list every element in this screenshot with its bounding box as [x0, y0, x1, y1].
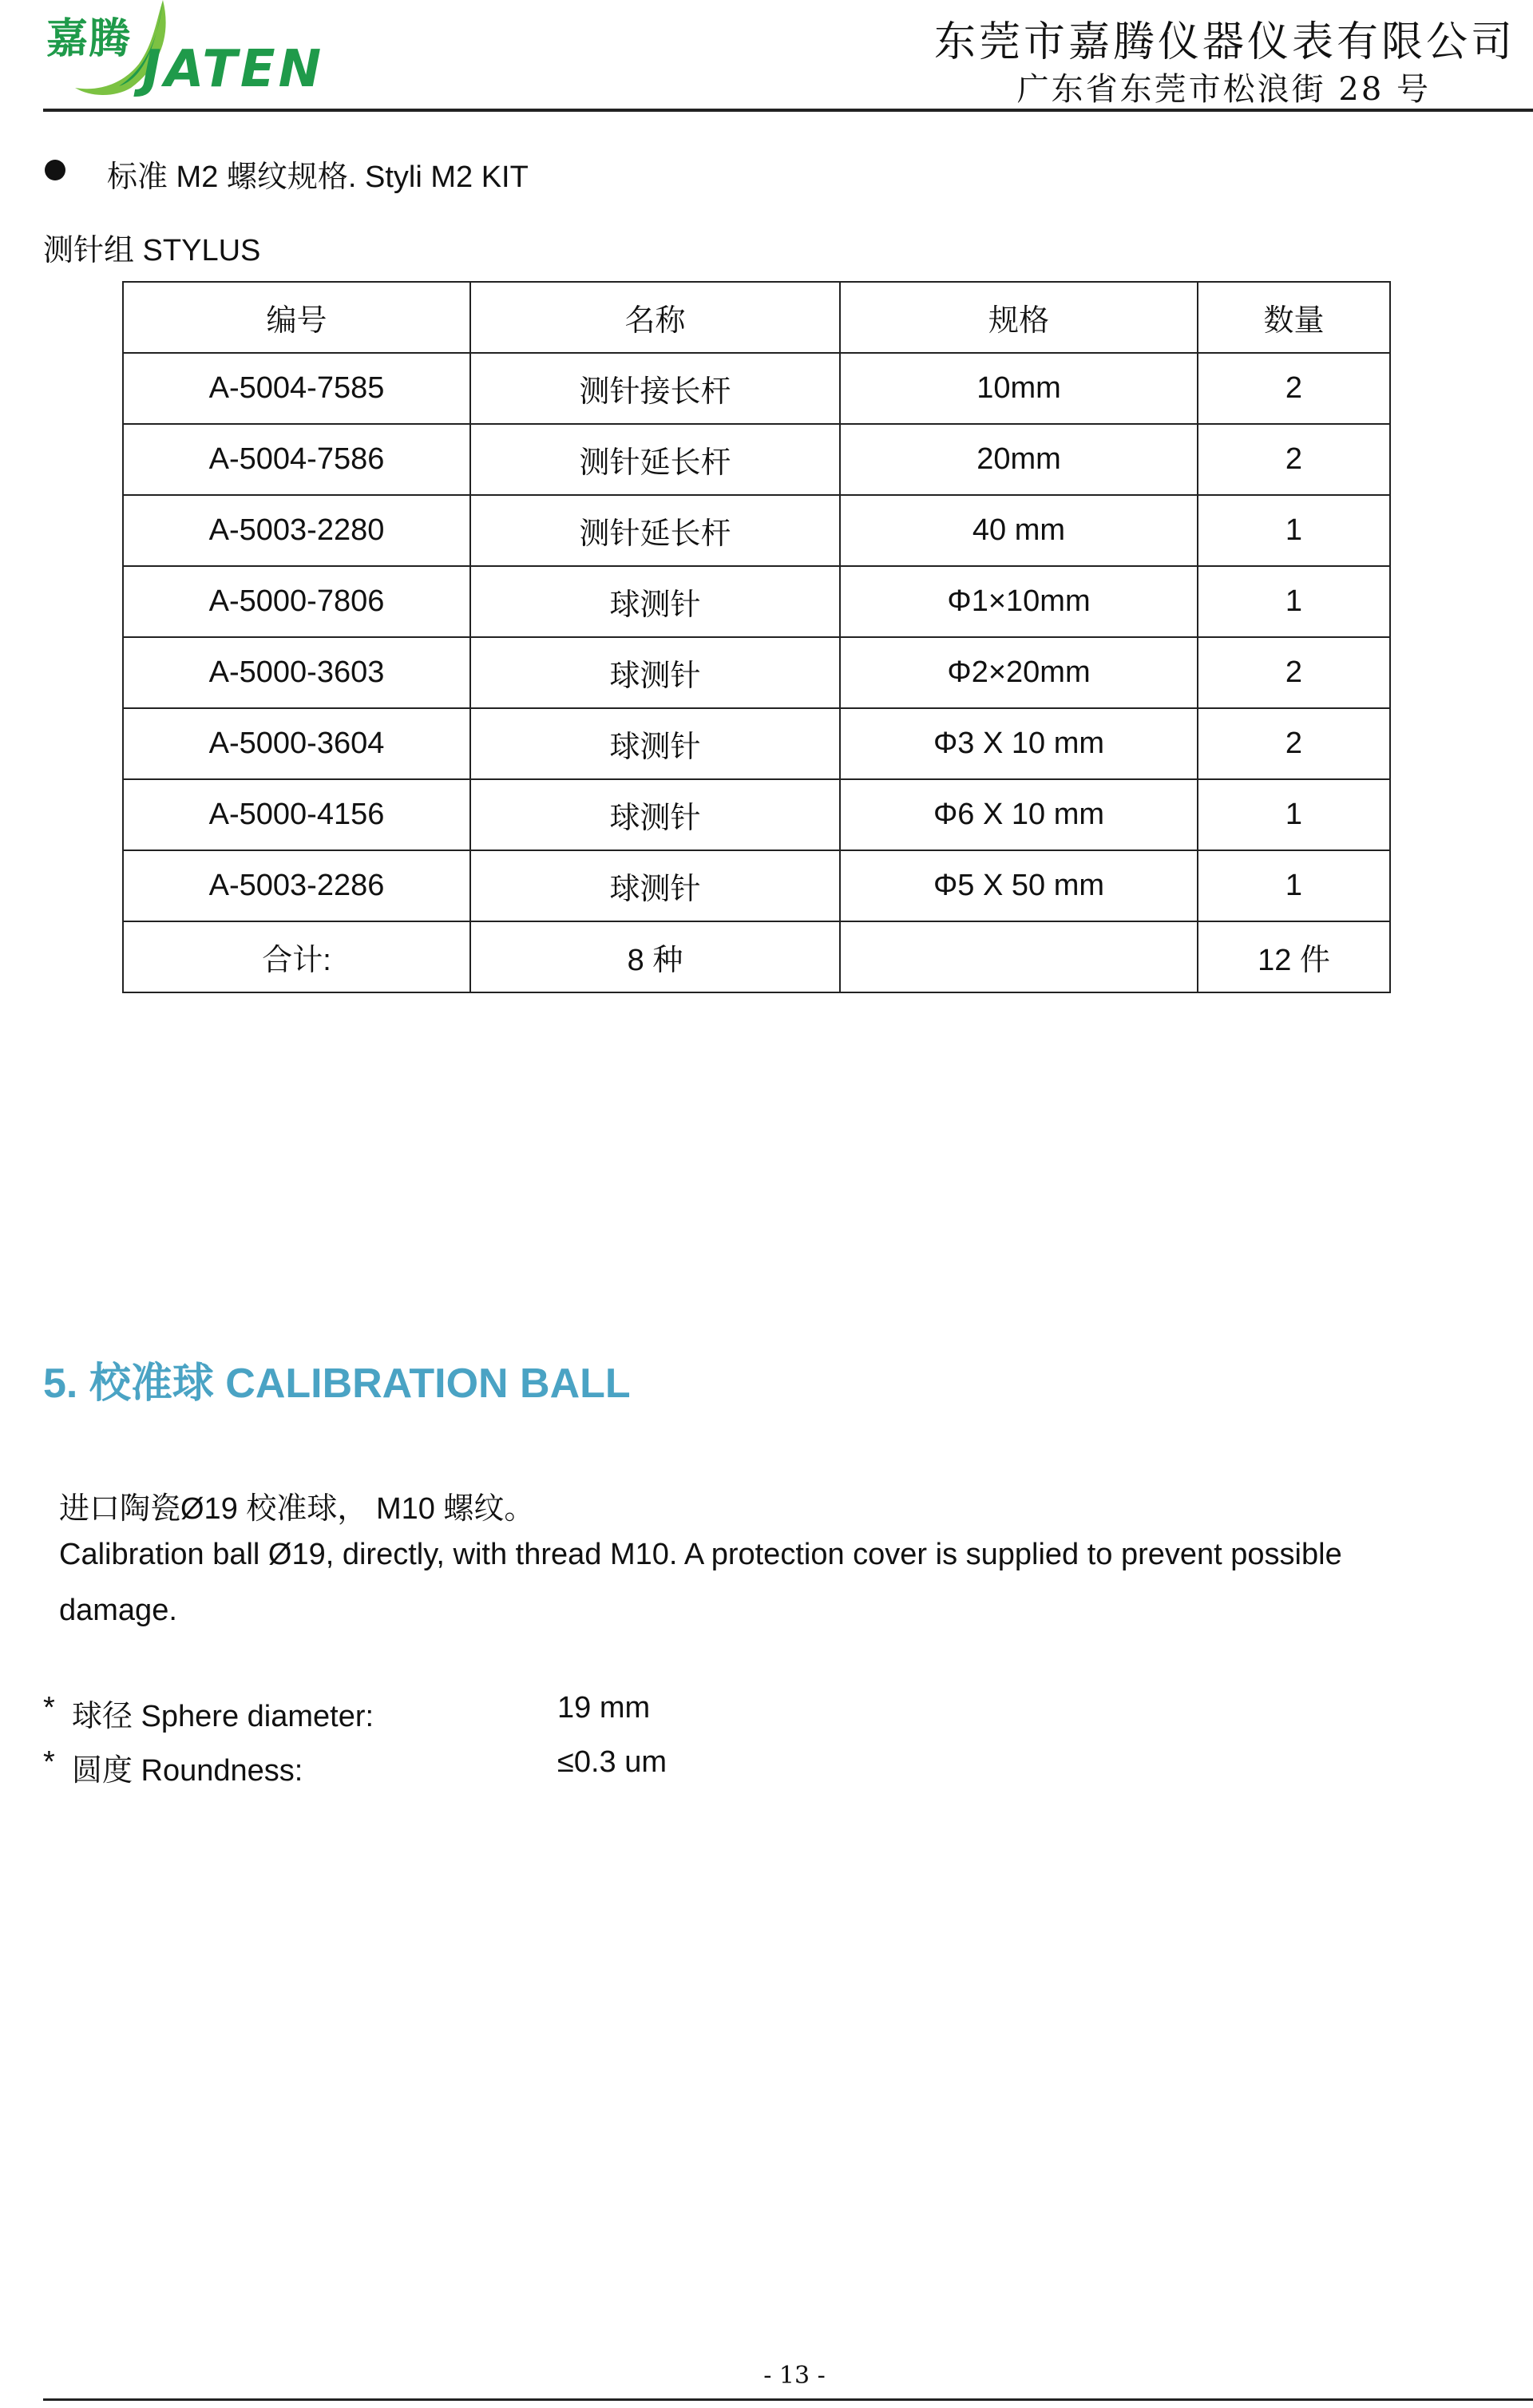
table-row	[123, 353, 1390, 424]
company-name: 东莞市嘉腾仪器仪表有限公司	[933, 18, 1515, 66]
cell-code: A-5003-2286	[123, 850, 470, 921]
stylus-table	[122, 281, 1391, 993]
cell-spec: 10mm	[840, 353, 1198, 424]
cell-qty: 1	[1198, 850, 1390, 921]
intro-english-line: Calibration ball Ø19, directly, with thread M10. A protection cover is supplied to prevent possible	[59, 1538, 1342, 1571]
cell-spec: 40 mm	[840, 495, 1198, 566]
cell-qty: 1	[1198, 566, 1390, 637]
cell-spec: 20mm	[840, 424, 1198, 495]
cell-name: 球测针	[470, 566, 840, 637]
header-cell-code: 编号	[123, 282, 470, 353]
table-row	[123, 495, 1390, 566]
spec-label: 圆度 Roundness:	[72, 1754, 303, 1788]
spec-asterisk: *	[43, 1745, 55, 1779]
stylus-group-label: 测针组 STYLUS	[43, 234, 261, 267]
logo-english-text: JATEN	[142, 40, 325, 99]
company-address: 广东省东莞市松浪街 28 号	[1016, 71, 1431, 108]
cell-name: 测针接长杆	[470, 353, 840, 424]
spec-value: ≤0.3 um	[557, 1745, 667, 1779]
table-row	[123, 566, 1390, 637]
cell-code: A-5000-4156	[123, 779, 470, 850]
cell-spec: Φ5 X 50 mm	[840, 850, 1198, 921]
total-label-cell: 合计:	[123, 921, 470, 992]
cell-code: A-5003-2280	[123, 495, 470, 566]
cell-name: 球测针	[470, 637, 840, 708]
table-total-row	[123, 921, 1390, 992]
table-row	[123, 637, 1390, 708]
cell-code: A-5000-7806	[123, 566, 470, 637]
intro-chinese: 进口陶瓷Ø19 校准球， M10 螺纹。	[59, 1492, 535, 1526]
intro-english-line: damage.	[59, 1594, 177, 1627]
header-divider	[43, 109, 1533, 112]
spec-value: 19 mm	[557, 1691, 651, 1725]
total-empty-cell	[840, 921, 1198, 992]
cell-spec: Φ2×20mm	[840, 637, 1198, 708]
table-row	[123, 708, 1390, 779]
footer-divider	[43, 2398, 1533, 2401]
header-cell-name: 名称	[470, 282, 840, 353]
table-row	[123, 850, 1390, 921]
cell-qty: 2	[1198, 424, 1390, 495]
cell-spec: Φ3 X 10 mm	[840, 708, 1198, 779]
section-heading: 5. 校准球 CALIBRATION BALL	[43, 1360, 631, 1407]
header-cell-qty: 数量	[1198, 282, 1390, 353]
cell-code: A-5004-7585	[123, 353, 470, 424]
cell-name: 测针延长杆	[470, 424, 840, 495]
spec-asterisk: *	[43, 1691, 55, 1725]
cell-name: 球测针	[470, 779, 840, 850]
cell-qty: 1	[1198, 779, 1390, 850]
kit-description: 标准 M2 螺纹规格. Styli M2 KIT	[107, 160, 529, 194]
total-kinds-cell: 8 种	[470, 921, 840, 992]
cell-code: A-5000-3603	[123, 637, 470, 708]
total-count-cell: 12 件	[1198, 921, 1390, 992]
logo-chinese-text: 嘉腾	[46, 15, 132, 63]
cell-spec: Φ6 X 10 mm	[840, 779, 1198, 850]
cell-qty: 1	[1198, 495, 1390, 566]
cell-name: 球测针	[470, 708, 840, 779]
cell-code: A-5004-7586	[123, 424, 470, 495]
table-row	[123, 424, 1390, 495]
table-row	[123, 779, 1390, 850]
cell-name: 球测针	[470, 850, 840, 921]
cell-qty: 2	[1198, 353, 1390, 424]
header-cell-spec: 规格	[840, 282, 1198, 353]
spec-label: 球径 Sphere diameter:	[72, 1700, 374, 1733]
cell-qty: 2	[1198, 708, 1390, 779]
cell-qty: 2	[1198, 637, 1390, 708]
page-number: - 13 -	[763, 2362, 826, 2390]
cell-spec: Φ1×10mm	[840, 566, 1198, 637]
bullet-dot-icon	[45, 160, 65, 180]
table-header-row	[123, 282, 1390, 353]
cell-code: A-5000-3604	[123, 708, 470, 779]
cell-name: 测针延长杆	[470, 495, 840, 566]
